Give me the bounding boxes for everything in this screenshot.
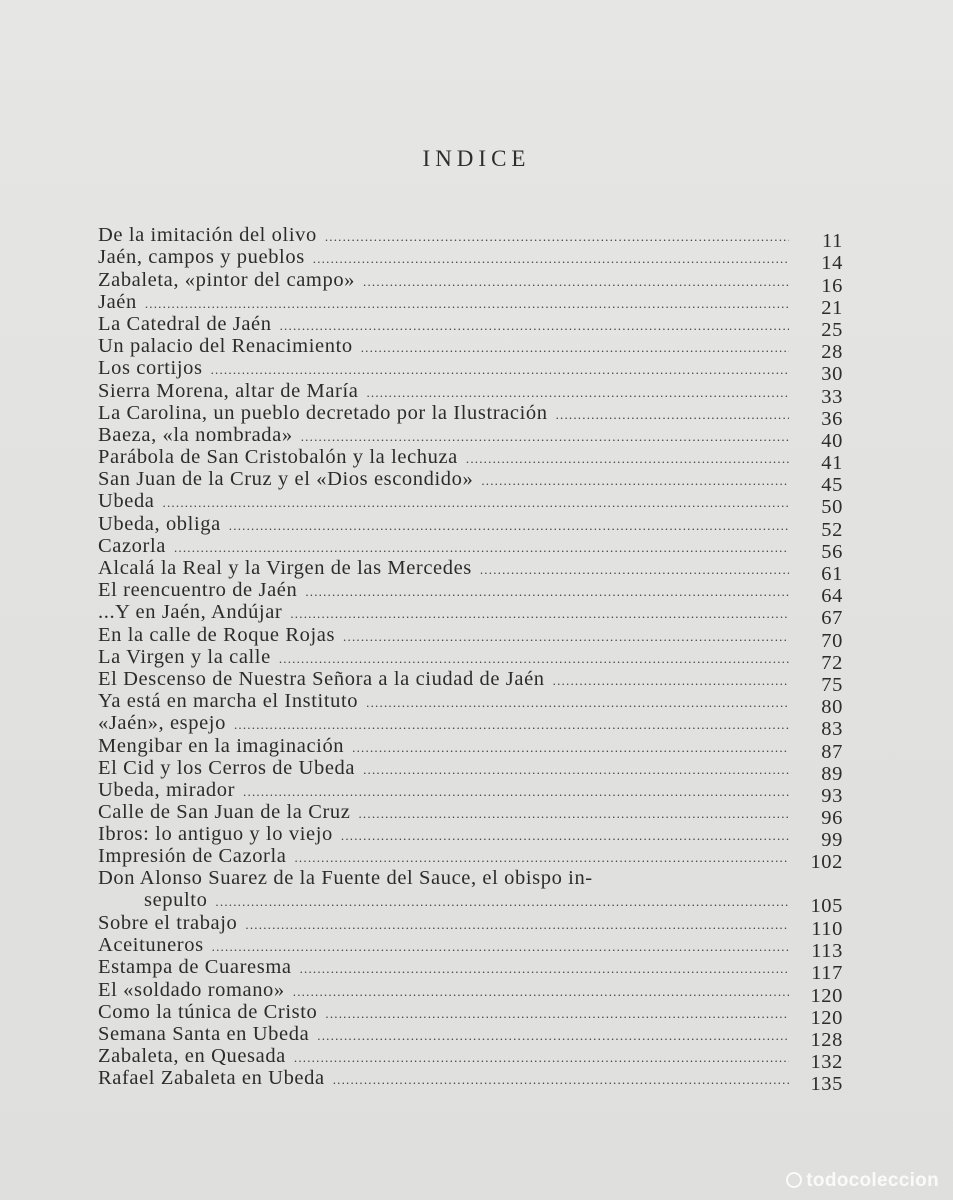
- toc-leader-dots: [279, 650, 789, 668]
- toc-entry: [98, 490, 843, 519]
- toc-page-number: 64: [821, 585, 843, 608]
- toc-leader-dots: [234, 716, 789, 734]
- toc-entry-title: De la imitación del olivo: [98, 224, 317, 247]
- toc-leader-dots: [317, 1027, 789, 1045]
- toc-page-number: 117: [811, 962, 843, 985]
- toc-entry: [98, 756, 843, 785]
- toc-leader-dots: [163, 494, 789, 512]
- watermark-logo-icon: [786, 1172, 802, 1188]
- toc-entry: [98, 579, 843, 608]
- toc-page-number: 70: [821, 629, 843, 652]
- toc-page-number: 99: [821, 829, 843, 852]
- toc-page-number: 16: [821, 274, 843, 297]
- toc-page-number: 41: [821, 452, 843, 475]
- toc-entry: [98, 246, 843, 275]
- toc-page-number: 75: [821, 673, 843, 696]
- toc-leader-dots: [293, 983, 789, 1001]
- toc-entry-title: Ubeda, mirador: [98, 778, 236, 801]
- toc-entry-title: El «soldado romano»: [98, 978, 285, 1001]
- toc-entry: [98, 623, 843, 652]
- toc-entry: [98, 912, 843, 941]
- toc-leader-dots: [366, 384, 789, 402]
- toc-entry-title: Cazorla: [98, 534, 166, 557]
- toc-entry-title: Un palacio del Renacimiento: [98, 335, 353, 358]
- toc-page-number: 45: [821, 474, 843, 497]
- toc-entry: [98, 690, 843, 719]
- toc-leader-dots: [301, 428, 789, 446]
- toc-entry-title: Aceituneros: [98, 934, 204, 957]
- toc-entry-title: Ubeda, obliga: [98, 512, 221, 535]
- toc-page-number: 120: [810, 1006, 843, 1029]
- toc-page-number: 89: [821, 762, 843, 785]
- toc-entry: [98, 312, 843, 341]
- toc-leader-dots: [211, 361, 789, 379]
- toc-entry: [98, 557, 843, 585]
- toc-entry-title: Zabaleta, «pintor del campo»: [98, 268, 356, 291]
- toc-leader-dots: [294, 849, 789, 867]
- toc-leader-dots: [343, 628, 789, 646]
- toc-leader-dots: [358, 805, 789, 823]
- toc-entry-title: Impresión de Cazorla: [98, 845, 287, 868]
- toc-entry-title: Los cortijos: [98, 357, 203, 380]
- toc-entry: [98, 1000, 843, 1029]
- toc-entry: [98, 845, 843, 874]
- toc-page-number: 50: [821, 496, 843, 519]
- toc-entry-title: Jaén, campos y pueblos: [98, 246, 305, 269]
- toc-leader-dots: [215, 893, 789, 911]
- toc-leader-dots: [333, 1071, 789, 1089]
- toc-entry: [98, 335, 843, 364]
- toc-leader-dots: [229, 517, 789, 535]
- toc-entry: [98, 446, 843, 475]
- toc-entry: [98, 1022, 843, 1051]
- toc-leader-dots: [481, 472, 789, 490]
- toc-leader-dots: [341, 827, 789, 845]
- toc-page-number: 96: [821, 807, 843, 830]
- toc-entry: [98, 357, 843, 386]
- toc-page-number: 52: [821, 518, 843, 541]
- toc-entry: [98, 734, 843, 763]
- toc-page-number: 113: [811, 940, 843, 963]
- toc-entry-title: Don Alonso Suarez de la Fuente del Sauce, el obispo in-: [98, 867, 593, 890]
- toc-entry: [98, 956, 843, 985]
- toc-entry-title: «Jaén», espejo: [98, 712, 226, 735]
- toc-entry-title: Semana Santa en Ubeda: [98, 1022, 310, 1045]
- toc-entry-title: Jaén: [98, 290, 137, 313]
- toc-page-number: 25: [821, 318, 843, 341]
- toc-entry: [98, 401, 843, 430]
- toc-page-number: 67: [821, 607, 843, 630]
- toc-leader-dots: [363, 761, 789, 779]
- toc-entry-title: La Carolina, un pueblo decretado por la Ilustración: [98, 401, 548, 424]
- toc-entry: [98, 224, 843, 253]
- page-title: INDICE: [422, 146, 531, 171]
- toc-page-number: 80: [821, 696, 843, 719]
- toc-entry: [98, 978, 843, 1007]
- toc-leader-dots: [245, 916, 789, 934]
- toc-leader-dots: [212, 938, 789, 956]
- toc-page-number: 61: [821, 563, 843, 585]
- toc-entry-title: El Descenso de Nuestra Señora a la ciudad de Jaén: [98, 667, 545, 690]
- toc-page-number: 11: [822, 230, 843, 253]
- toc-entry-title: Sierra Morena, altar de María: [98, 379, 359, 402]
- toc-leader-dots: [174, 539, 789, 557]
- toc-leader-dots: [361, 339, 789, 357]
- toc-entry-title: San Juan de la Cruz y el «Dios escondido»: [98, 468, 474, 491]
- toc-leader-dots: [145, 295, 789, 313]
- toc-entry: [98, 601, 843, 630]
- toc-entry-title: Calle de San Juan de la Cruz: [98, 801, 351, 824]
- toc-page-number: 128: [810, 1028, 843, 1051]
- toc-entry-title: Rafael Zabaleta en Ubeda: [98, 1067, 325, 1090]
- table-of-contents: [98, 224, 843, 1096]
- toc-entry-title-continuation: sepulto: [144, 889, 208, 912]
- toc-entry: [98, 290, 843, 319]
- toc-entry: [98, 867, 843, 918]
- toc-entry-line2: [98, 889, 843, 918]
- toc-page-number: 135: [810, 1073, 843, 1096]
- toc-leader-dots: [352, 739, 789, 757]
- toc-entry-title: Ibros: lo antiguo y lo viejo: [98, 823, 333, 846]
- toc-entry: [98, 801, 843, 830]
- toc-page-number: 40: [821, 429, 843, 452]
- toc-entry-title: El Cid y los Cerros de Ubeda: [98, 756, 356, 779]
- toc-leader-dots: [305, 583, 789, 601]
- toc-entry-title: Estampa de Cuaresma: [98, 956, 292, 979]
- toc-entry-title: Ubeda: [98, 490, 155, 513]
- toc-leader-dots: [313, 250, 789, 268]
- toc-leader-dots: [325, 1005, 789, 1023]
- toc-leader-dots: [300, 960, 789, 978]
- toc-entry-title: El reencuentro de Jaén: [98, 579, 298, 602]
- toc-page-number: 105: [810, 895, 843, 918]
- toc-leader-dots: [553, 672, 789, 690]
- toc-leader-dots: [480, 561, 789, 579]
- toc-leader-dots: [556, 406, 789, 424]
- toc-page-number: 28: [821, 341, 843, 364]
- watermark: [786, 1170, 939, 1192]
- toc-entry-title: La Virgen y la calle: [98, 645, 271, 668]
- toc-entry-title: Como la túnica de Cristo: [98, 1000, 318, 1023]
- toc-entry: [98, 667, 843, 696]
- toc-entry-title: ...Y en Jaén, Andújar: [98, 601, 283, 624]
- toc-entry: [98, 645, 843, 674]
- toc-entry: [98, 1067, 843, 1096]
- toc-entry: [98, 534, 843, 563]
- toc-entry-title: Baeza, «la nombrada»: [98, 423, 293, 446]
- toc-leader-dots: [363, 273, 789, 291]
- toc-entry: [98, 1045, 843, 1074]
- toc-page-number: 36: [821, 407, 843, 430]
- toc-entry: [98, 268, 843, 297]
- toc-page-number: 102: [810, 851, 843, 874]
- toc-leader-dots: [366, 694, 789, 712]
- toc-leader-dots: [325, 228, 789, 246]
- toc-entry: [98, 423, 843, 452]
- toc-page-number: 33: [821, 385, 843, 408]
- toc-entry-title: Ya está en marcha el Instituto: [98, 690, 359, 713]
- toc-entry: [98, 934, 843, 963]
- toc-entry-title: Zabaleta, en Quesada: [98, 1045, 286, 1068]
- toc-page-number: 72: [821, 651, 843, 674]
- toc-entry-title: Parábola de San Cristobalón y la lechuza: [98, 446, 458, 469]
- watermark-text: todocoleccion: [806, 1170, 939, 1191]
- toc-entry-title: Alcalá la Real y la Virgen de las Mercedes: [98, 557, 472, 579]
- toc-page-number: 132: [810, 1051, 843, 1074]
- toc-page-number: 21: [821, 296, 843, 319]
- toc-entry: [98, 468, 843, 497]
- toc-leader-dots: [290, 605, 789, 623]
- toc-page-number: 56: [821, 540, 843, 563]
- toc-leader-dots: [243, 783, 789, 801]
- toc-entry-title: En la calle de Roque Rojas: [98, 623, 336, 646]
- toc-entry: [98, 778, 843, 807]
- toc-page-number: 120: [810, 984, 843, 1007]
- toc-entry-title: Mengibar en la imaginación: [98, 734, 345, 757]
- toc-entry-title: La Catedral de Jaén: [98, 312, 272, 335]
- toc-leader-dots: [280, 317, 789, 335]
- toc-leader-dots: [294, 1049, 789, 1067]
- toc-page-number: 93: [821, 784, 843, 807]
- toc-page-number: 14: [821, 252, 843, 275]
- toc-entry-title: Sobre el trabajo: [98, 912, 238, 935]
- toc-entry: [98, 512, 843, 541]
- toc-page-number: 110: [811, 918, 843, 941]
- toc-page-number: 83: [821, 718, 843, 741]
- toc-entry: [98, 379, 843, 408]
- toc-entry: [98, 712, 843, 741]
- toc-entry: [98, 823, 843, 852]
- toc-page-number: 30: [821, 363, 843, 386]
- toc-page-number: 87: [821, 740, 843, 763]
- toc-leader-dots: [466, 450, 789, 468]
